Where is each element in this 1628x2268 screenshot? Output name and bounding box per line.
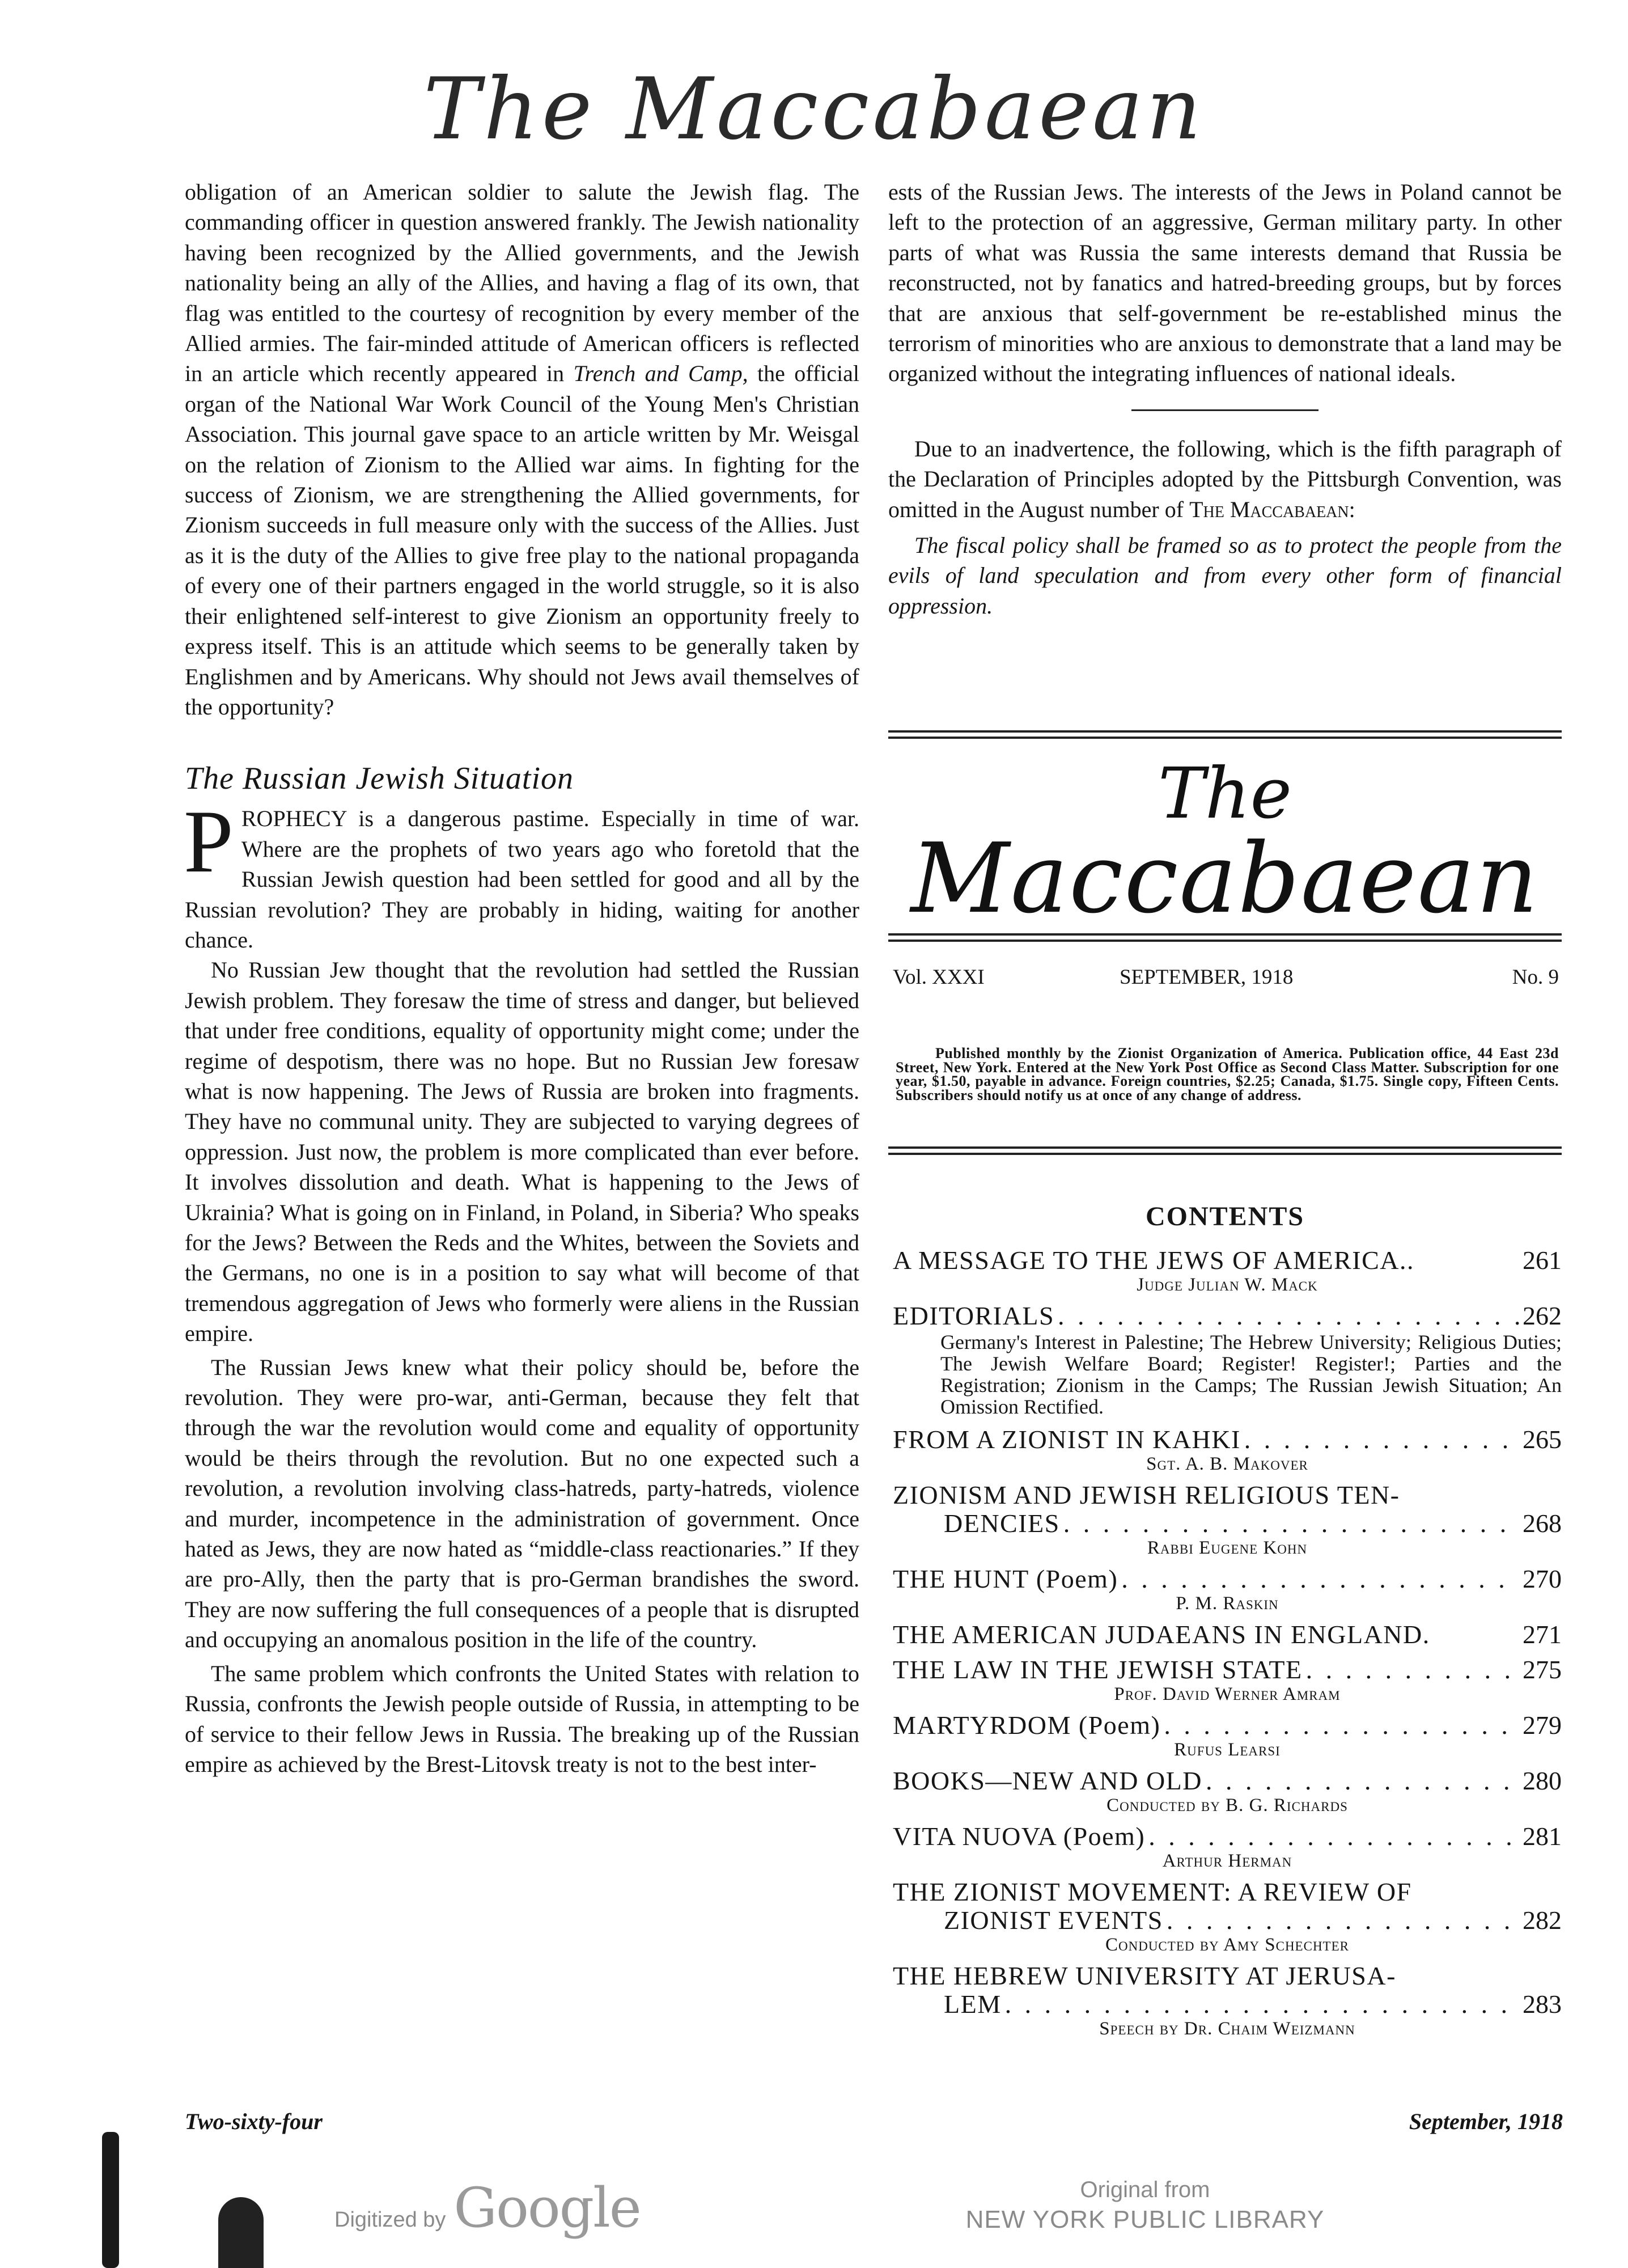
- left-paragraph-5: The same problem which confronts the United States with relation to Russia, confronts the Jewish people outside of Russia, in attempting to be of service to their fellow Jews in Russia. The breaking up of the Russian empire as achieved by the Brest-Litovsk treaty is not to the best inter-: [185, 1660, 859, 1777]
- toc-title: THE AMERICAN JUDAEANS IN ENGLAND.: [893, 1620, 1430, 1649]
- right-paragraph-2: [888, 434, 1562, 524]
- toc-page: 279: [1523, 1711, 1562, 1740]
- publication-name-trench-and-camp: Trench and Camp,: [573, 361, 748, 387]
- toc-entry[interactable]: [893, 1302, 1562, 1330]
- left-paragraph-2-caps: ROPHECY: [241, 806, 347, 832]
- toc-byline: Conducted by B. G. Richards: [1106, 1795, 1348, 1816]
- nameplate-mid-rule: [888, 933, 1562, 942]
- toc-title: EDITORIALS: [893, 1301, 1055, 1330]
- toc-title: ZIONISM AND JEWISH RELIGIOUS TEN-: [893, 1480, 1400, 1509]
- toc-byline: Rabbi Eugene Kohn: [1147, 1538, 1308, 1558]
- left-paragraph-3: No Russian Jew thought that the revolution had settled the Russian Jewish problem. They foresaw the time of stress and danger, but believed that under free conditions, equality of opportunity might come; under the regime of despotism, there was no hope. But no Russian Jew foresaw what is now happening. The Jews of Russia are broken into fragments. They have no communal unity. They are subjected to varying degrees of oppression. Just now, the problem is more complicated than ever before. It involves dissolution and death. What is happening to the Jews of Ukrainia? What is going on in Finland, in Poland, in Siberia? Who speaks for the Jews? Between the Reds and the Whites, between the Soviets and the Germans, no one is in a position to say what will become of that tremendous aggregation of Jews who formerly were aliens in the Russian empire.: [185, 957, 859, 1347]
- toc-page: 262: [1523, 1301, 1562, 1330]
- toc-leader: [1244, 1425, 1519, 1454]
- toc-title: A MESSAGE TO THE JEWS OF AMERICA..: [893, 1246, 1415, 1275]
- left-paragraph-1-rest: the official organ of the National War Work Council of the Young Men's Christian Association. This journal gave space to an article written by Mr. Weisgal on the relation of Zionism to the Allied war aims. In fighting for the success of Zionism, we are strengthening the Allied governments, for Zionism succeeds in full measure only with the success of the Allies. Just as it is the duty of the Allies to give free play to the national propaganda of every one of their partners engaged in the world struggle, so it is also their enlightened self-interest to give Zionism an opportunity freely to express itself. This is an attitude which seems to be generally taken by Englishmen and by Americans. Why should not Jews avail themselves of the opportunity?: [185, 361, 860, 720]
- toc-page: 268: [1523, 1509, 1562, 1538]
- issue-date: SEPTEMBER, 1918: [1120, 966, 1294, 989]
- toc-title: VITA NUOVA (Poem): [893, 1822, 1146, 1851]
- original-from-label: Original from: [1080, 2177, 1210, 2202]
- masthead-title: The Maccabaean: [423, 60, 1205, 159]
- toc-leader: [1063, 1509, 1519, 1538]
- issue-number: No. 9: [1512, 966, 1559, 989]
- toc-leader: [1206, 1767, 1519, 1795]
- toc-editorial-topics: Germany's Interest in Palestine; The Hebrew University; Religious Duties; The Jewish Welfare Board; Register! Register!; Parties and the Registration; Zionism in the Camps; The Russian Jewish Situation; An Omission Rectified.: [940, 1331, 1562, 1418]
- nameplate-top-rule: [888, 730, 1562, 739]
- toc-byline: Conducted by Amy Schechter: [1105, 1935, 1349, 1955]
- magazine-name-reference: The Maccabaean:: [1189, 496, 1355, 522]
- toc-byline: Judge Julian W. Mack: [1137, 1275, 1318, 1295]
- toc-page: 261: [1523, 1246, 1562, 1275]
- toc-leader: [1005, 1990, 1519, 2019]
- nameplate-logo-the: The: [1158, 753, 1292, 835]
- short-rule: [1131, 409, 1318, 411]
- publication-note: Published monthly by the Zionist Organization of America. Publication office, 44 East 23d Street, New York. Entered at the New York Post Office as Second Class Matter. Subscription for one year, $1.50, payable in advance. Foreign countries, $2.25; Canada, $1.75. Single copy, Fifteen Cents. Subscribers should notify us at once of any change of address.: [896, 1045, 1559, 1103]
- toc-title-continued: DENCIES: [944, 1509, 1060, 1538]
- toc-leader: [1167, 1906, 1519, 1935]
- scan-edge-mark: [102, 2132, 119, 2268]
- right-column: [888, 177, 1562, 621]
- left-paragraph-2-text: is a dangerous pastime. Especially in time of war. Where are the prophets of two years ago who foretold that the Russian Jewish question had been settled for good and all by the Russian revolution? They are probably in hiding, waiting for another chance.: [185, 806, 860, 953]
- toc-leader: [1121, 1565, 1519, 1593]
- toc-page: 281: [1523, 1822, 1562, 1851]
- date-footer: September, 1918: [1409, 2109, 1563, 2134]
- toc-title: MARTYRDOM (Poem): [893, 1711, 1161, 1740]
- digitized-by-label: Digitized by: [334, 2208, 446, 2232]
- toc-page: 275: [1523, 1655, 1562, 1684]
- drop-cap: P: [184, 792, 234, 892]
- contents-heading: CONTENTS: [1145, 1201, 1305, 1232]
- toc-title: THE LAW IN THE JEWISH STATE: [893, 1655, 1303, 1684]
- left-column: [185, 177, 859, 1779]
- toc-page: 282: [1523, 1906, 1562, 1935]
- toc-title: FROM A ZIONIST IN KAHKI: [893, 1425, 1241, 1454]
- toc-leader: [1148, 1822, 1519, 1851]
- toc-page: 280: [1523, 1766, 1562, 1795]
- fiscal-policy-quote: The fiscal policy shall be framed so as to protect the people from the evils of land speculation and from every other form of financial oppression.: [888, 532, 1562, 619]
- toc-leader: [1306, 1656, 1519, 1684]
- section-heading: The Russian Jewish Situation: [185, 761, 574, 797]
- toc-entry[interactable]: [893, 1878, 1562, 1906]
- toc-page: 283: [1523, 1990, 1562, 2019]
- toc-entry[interactable]: [893, 1822, 1562, 1851]
- digitized-by-google: [334, 2176, 641, 2240]
- toc-entry[interactable]: [893, 1246, 1562, 1275]
- toc-entry[interactable]: [893, 1962, 1562, 1990]
- toc-byline: Sgt. A. B. Makover: [1146, 1454, 1308, 1474]
- left-paragraph-1-text: obligation of an American soldier to salute the Jewish flag. The commanding officer in question answered frankly. The Jewish nationality having been recognized by the Allied governments, and the Jewish nationality being an ally of the Allies, and having a flag of its own, that flag was entitled to the courtesy of recognition by every member of the Allied armies. The fair-minded attitude of American officers is reflected in an article which recently appeared in: [185, 179, 859, 387]
- toc-entry[interactable]: [893, 1481, 1562, 1509]
- toc-entry[interactable]: [893, 1620, 1562, 1649]
- nameplate-logo-maccabaean: Maccabaean: [910, 823, 1540, 935]
- toc-title: BOOKS—NEW AND OLD: [893, 1766, 1202, 1795]
- toc-entry-continued[interactable]: [893, 1906, 1562, 1935]
- left-paragraph-4: The Russian Jews knew what their policy should be, before the revolution. They were pro-war, anti-German, because they felt that through the war the revolution would come and equality of opportunity would be theirs through the revolution. But no one expected such a revolution, a revolution involving class-hatreds, party-hatreds, violence and murder, incompetence in the administration of government. Once hated as Jews, they are now hated as “middle-class reactionaries.” If they are pro-Ally, then the party that is pro-German brandishes the sword. They are now suffering the full consequences of a people that is disrupted and occupying an anomalous position in the life of the country.: [185, 1354, 859, 1653]
- toc-byline: Speech by Dr. Chaim Weizmann: [1099, 2019, 1355, 2039]
- toc-title: THE HEBREW UNIVERSITY AT JERUSA-: [893, 1961, 1396, 1990]
- scan-edge-mark: [218, 2197, 264, 2268]
- toc-byline: P. M. Raskin: [1176, 1593, 1279, 1614]
- left-paragraph-1: [185, 177, 859, 722]
- toc-entry[interactable]: [893, 1767, 1562, 1795]
- toc-entry-continued[interactable]: [893, 1990, 1562, 2019]
- toc-entry[interactable]: [893, 1711, 1562, 1740]
- toc-entry[interactable]: [893, 1565, 1562, 1593]
- toc-byline: Prof. David Werner Amram: [1114, 1684, 1341, 1704]
- toc-entry[interactable]: [893, 1425, 1562, 1454]
- table-of-contents: [893, 1246, 1562, 2046]
- toc-entry[interactable]: [893, 1656, 1562, 1684]
- toc-leader: [1058, 1302, 1519, 1330]
- page-number-footer: Two-sixty-four: [185, 2109, 323, 2134]
- toc-byline: Arthur Herman: [1162, 1851, 1292, 1871]
- toc-page: 271: [1523, 1620, 1562, 1649]
- library-name: NEW YORK PUBLIC LIBRARY: [965, 2206, 1325, 2233]
- google-logo: Google: [453, 2176, 641, 2240]
- toc-title-continued: LEM: [944, 1990, 1002, 2019]
- right-paragraph-1: ests of the Russian Jews. The interests of the Jews in Poland cannot be left to the protection of an aggressive, German military party. In other parts of what was Russia the same interests demand that Russia be reconstructed, not by fanatics and hatred-breeding groups, but by forces that are anxious that self-government be re-established minus the terrorism of minorities who are anxious to demonstrate that a land may be organized without the integrating influences of national ideals.: [888, 179, 1562, 387]
- toc-byline: Rufus Learsi: [1174, 1740, 1281, 1760]
- toc-page: 270: [1523, 1564, 1562, 1593]
- nameplate-bottom-rule: [888, 1146, 1562, 1155]
- toc-entry-continued[interactable]: [893, 1509, 1562, 1538]
- toc-title: THE HUNT (Poem): [893, 1564, 1118, 1593]
- right-paragraph-2-text: Due to an inadvertence, the following, which is the fifth paragraph of the Declaration of Principles adopted by the Pittsburgh Convention, was omitted in the August number of: [888, 435, 1562, 522]
- volume-label: Vol. XXXI: [893, 966, 985, 989]
- toc-page: 265: [1523, 1425, 1562, 1454]
- toc-leader: [1164, 1711, 1519, 1740]
- toc-title-continued: ZIONIST EVENTS: [944, 1906, 1163, 1935]
- left-paragraph-2: [184, 792, 860, 955]
- toc-title: THE ZIONIST MOVEMENT: A REVIEW OF: [893, 1877, 1412, 1906]
